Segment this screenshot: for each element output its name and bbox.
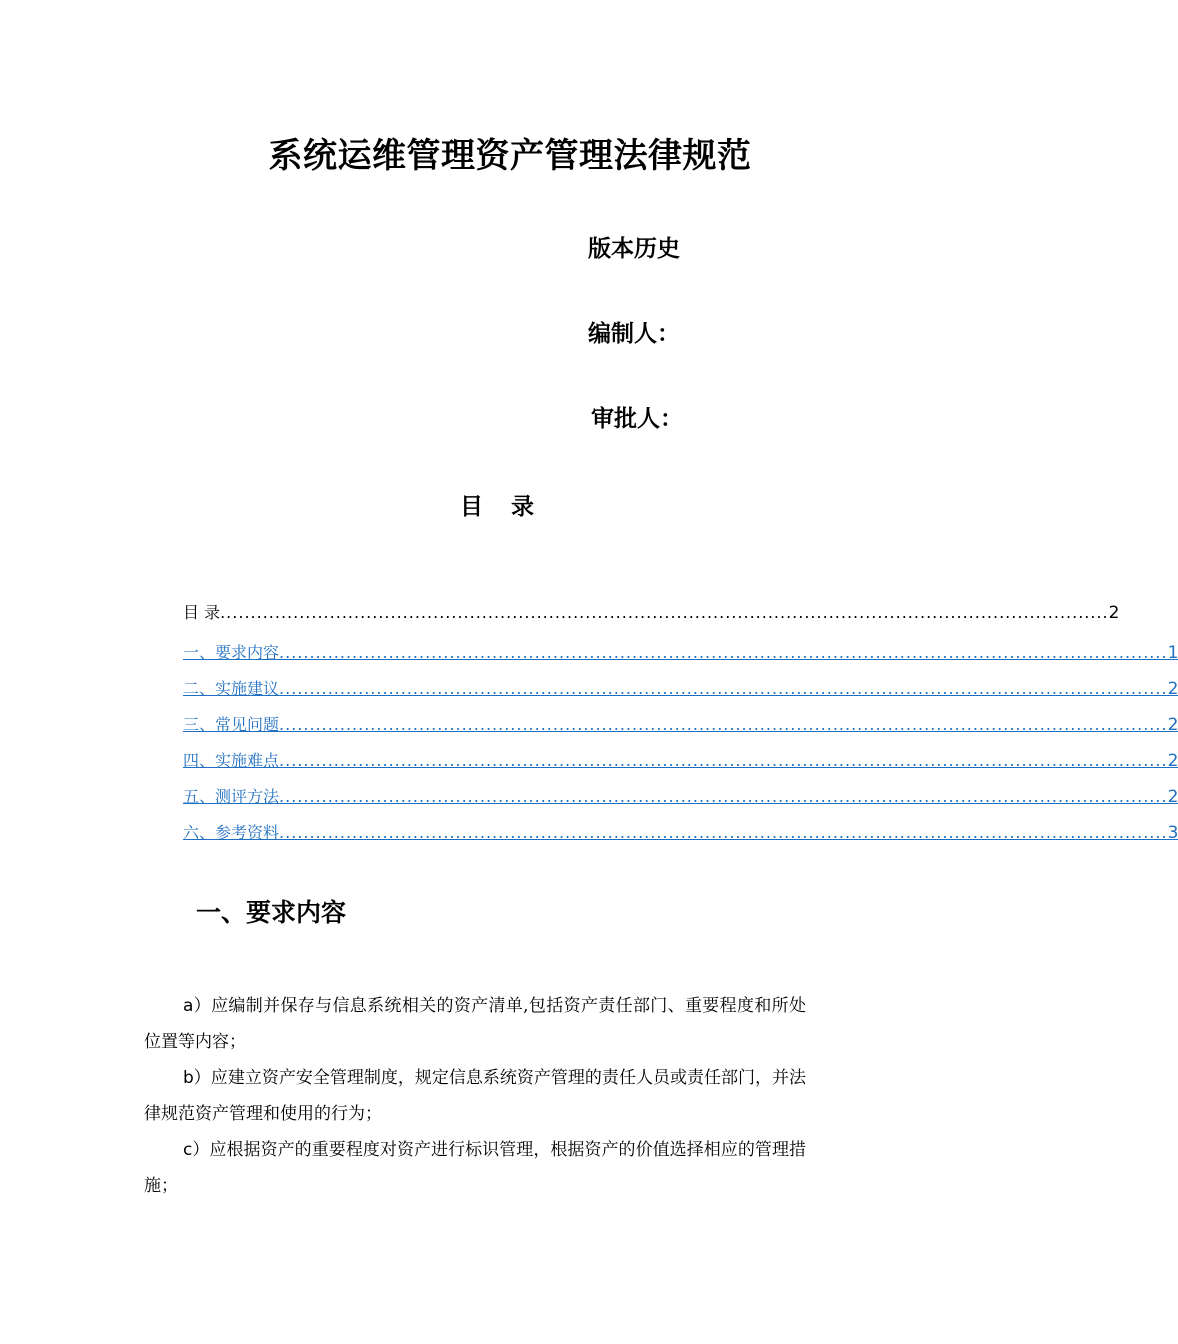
toc-item-page: 2 bbox=[1167, 787, 1178, 807]
toc-item-evaluation[interactable] bbox=[183, 784, 1178, 820]
toc-item-label: 五、测评方法 bbox=[183, 787, 280, 806]
toc-item-label: 三、常见问题 bbox=[183, 715, 280, 734]
toc-leader-dots: .................................................................................................................................................. bbox=[279, 715, 1168, 734]
approver-label: 审批人： bbox=[591, 406, 683, 432]
toc-item-label: 目 录 bbox=[183, 603, 221, 622]
toc-leader-dots: .................................................................................................................................................. bbox=[220, 603, 1109, 622]
toc-leader-dots: .................................................................................................................................................. bbox=[279, 643, 1168, 662]
toc-item-contents[interactable] bbox=[183, 600, 1120, 640]
table-of-contents bbox=[183, 600, 1178, 856]
toc-item-label: 四、实施难点 bbox=[183, 751, 280, 770]
toc-item-common-issues[interactable] bbox=[183, 712, 1178, 748]
paragraph-text: ）应编制并保存与信息系统相关的资产清单,包括资产责任部门、重要程度和所处位置等内容； bbox=[144, 996, 806, 1052]
paragraph-b bbox=[144, 1060, 806, 1132]
section-heading: 一、要求内容 bbox=[196, 898, 347, 927]
toc-leader-dots: .................................................................................................................................................. bbox=[279, 823, 1168, 842]
toc-item-page: 1 bbox=[1167, 643, 1178, 663]
document-title: 系统运维管理资产管理法律规范 bbox=[268, 136, 752, 176]
paragraph-a bbox=[144, 988, 806, 1060]
toc-leader-dots: .................................................................................................................................................. bbox=[279, 679, 1168, 698]
paragraph-c bbox=[144, 1132, 806, 1204]
toc-heading: 目 录 bbox=[459, 494, 544, 520]
toc-item-page: 2 bbox=[1167, 715, 1178, 735]
toc-item-implementation[interactable] bbox=[183, 676, 1178, 712]
toc-item-requirements[interactable] bbox=[183, 640, 1178, 676]
toc-leader-dots: .................................................................................................................................................. bbox=[279, 751, 1168, 770]
toc-item-page: 2 bbox=[1108, 603, 1120, 623]
toc-item-page: 2 bbox=[1167, 751, 1178, 771]
author-label: 编制人： bbox=[588, 321, 680, 347]
toc-item-references[interactable] bbox=[183, 820, 1178, 856]
toc-item-page: 3 bbox=[1167, 823, 1178, 843]
toc-leader-dots: .................................................................................................................................................. bbox=[279, 787, 1168, 806]
item-letter: c bbox=[183, 1140, 193, 1160]
item-letter: b bbox=[183, 1068, 194, 1088]
item-letter: a bbox=[183, 996, 194, 1016]
toc-item-label: 一、要求内容 bbox=[183, 643, 280, 662]
paragraph-text: ）应根据资产的重要程度对资产进行标识管理，根据资产的价值选择相应的管理措施； bbox=[144, 1140, 806, 1196]
toc-item-label: 二、实施建议 bbox=[183, 679, 280, 698]
section-body bbox=[144, 988, 806, 1204]
toc-item-difficulties[interactable] bbox=[183, 748, 1178, 784]
toc-item-page: 2 bbox=[1167, 679, 1178, 699]
paragraph-text: ）应建立资产安全管理制度，规定信息系统资产管理的责任人员或责任部门，并法律规范资产管理和使用的行为； bbox=[144, 1068, 806, 1124]
toc-item-label: 六、参考资料 bbox=[183, 823, 280, 842]
version-history-label: 版本历史 bbox=[588, 236, 680, 262]
